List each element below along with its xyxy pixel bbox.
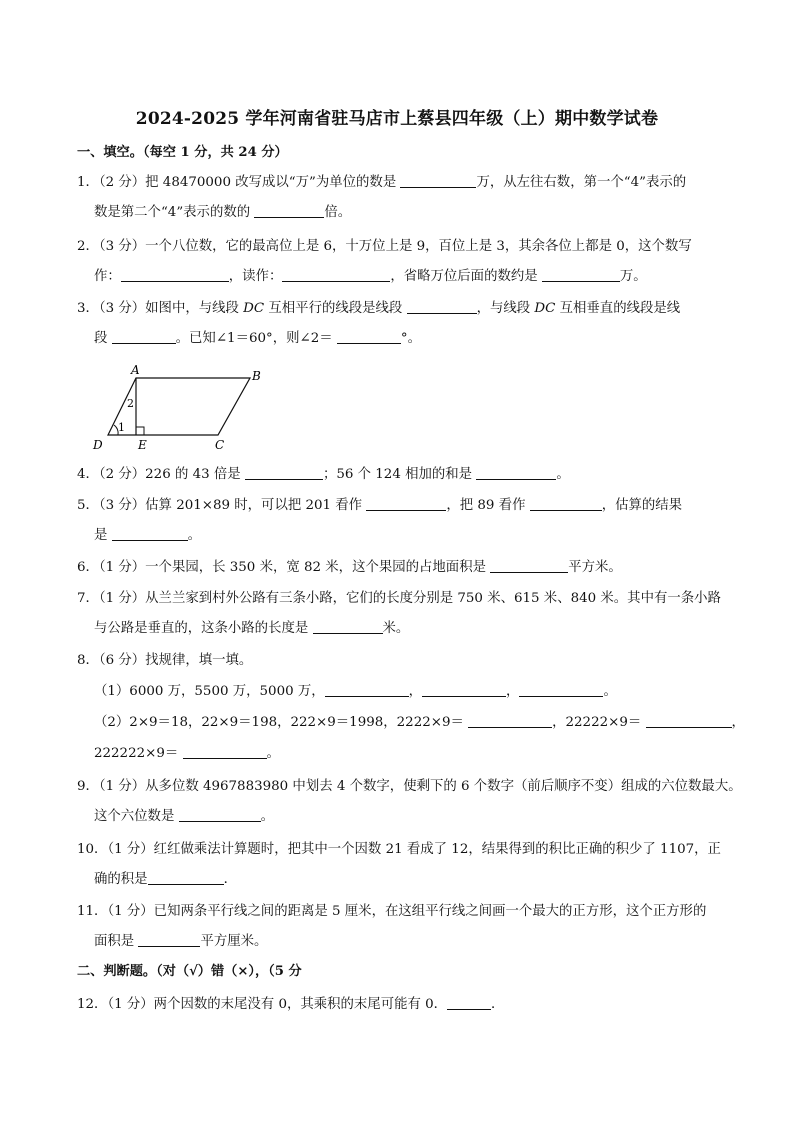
answer-blank[interactable] <box>490 559 568 573</box>
answer-blank[interactable] <box>530 497 602 511</box>
section-1-heading: 一、填空。（每空 1 分，共 24 分） <box>77 145 288 160</box>
label-a: A <box>131 363 140 377</box>
answer-blank[interactable] <box>400 174 476 188</box>
question-2-line-2: 作： ，读作： ，省略万位后面的数约是 万。 <box>94 269 647 284</box>
answer-blank[interactable] <box>254 204 324 218</box>
question-4: 4．（2 分）226 的 43 倍是 ；56 个 124 相加的和是 。 <box>77 467 570 482</box>
question-3-line-2: 段 。已知∠1＝60°，则∠2＝ °。 <box>94 331 421 346</box>
question-12: 12．（1 分）两个因数的末尾没有 0，其乘积的末尾可能有 0． ． <box>77 997 505 1012</box>
question-11-line-1: 11．（1 分）已知两条平行线之间的距离是 5 厘米，在这组平行线之间画一个最大的正方形，这个正方形的 <box>77 904 707 919</box>
right-angle-mark <box>136 427 144 435</box>
question-10-line-1: 10．（1 分）红红做乘法计算题时，把其中一个因数 21 看成了 12，结果得到的积比正确的积少了 1107，正 <box>77 842 721 857</box>
answer-blank[interactable] <box>282 268 390 282</box>
answer-blank[interactable] <box>183 745 267 759</box>
question-1-line-2: 数是第二个“4”表示的数的 倍。 <box>94 205 352 220</box>
answer-blank[interactable] <box>245 466 323 480</box>
label-c: C <box>215 438 225 452</box>
question-8-part-2: （2）2×9＝18，22×9＝198，222×9＝1998，2222×9＝ ，22222×9＝ ， <box>94 715 745 730</box>
answer-blank[interactable] <box>121 268 229 282</box>
question-8-part-2-cont: 222222×9＝ 。 <box>94 746 280 761</box>
question-2-line-1: 2．（3 分）一个八位数，它的最高位上是 6，十万位上是 9，百位上是 3，其余各位上都是 0，这个数写 <box>77 239 692 254</box>
label-e: E <box>138 438 147 452</box>
answer-blank[interactable] <box>476 466 556 480</box>
question-9-line-1: 9．（1 分）从多位数 4967883980 中划去 4 个数字，使剩下的 6 个数字（前后顺序不变）组成的六位数最大。 <box>77 779 742 794</box>
label-angle-2: 2 <box>127 397 134 410</box>
label-d: D <box>93 438 103 452</box>
question-7-line-1: 7．（1 分）从兰兰家到村外公路有三条小路，它们的长度分别是 750 米、615 米、840 米。其中有一条小路 <box>77 591 721 606</box>
question-5-line-2: 是 。 <box>94 528 202 543</box>
answer-blank[interactable] <box>366 497 446 511</box>
answer-blank[interactable] <box>325 683 409 697</box>
answer-blank[interactable] <box>519 683 603 697</box>
answer-blank[interactable] <box>407 300 477 314</box>
question-5-line-1: 5．（3 分）估算 201×89 时，可以把 201 看作 ，把 89 看作 ，估算的结果 <box>77 498 683 513</box>
question-7-line-2: 与公路是垂直的，这条小路的长度是 米。 <box>94 621 410 636</box>
answer-blank[interactable] <box>112 527 188 541</box>
question-6: 6．（1 分）一个果园，长 350 米，宽 82 米，这个果园的占地面积是 平方米。 <box>77 560 622 575</box>
answer-blank[interactable] <box>112 330 176 344</box>
parallelogram-figure <box>88 360 278 456</box>
label-b: B <box>252 369 261 383</box>
question-3-line-1: 3．（3 分）如图中，与线段 DC 互相平行的线段是线段 ，与线段 DC 互相垂直的线段是线 <box>77 301 681 316</box>
question-8-part-1: （1）6000 万，5500 万，5000 万， ， ， 。 <box>94 684 617 699</box>
answer-blank[interactable] <box>422 683 506 697</box>
answer-blank[interactable] <box>148 871 224 885</box>
answer-blank[interactable] <box>468 714 552 728</box>
question-1-line-1: 1．（2 分）把 48470000 改写成以“万”为单位的数是 万，从左往右数，第一个“4”表示的 <box>77 175 687 190</box>
question-9-line-2: 这个六位数是 。 <box>94 809 274 824</box>
answer-blank[interactable] <box>313 620 383 634</box>
answer-blank[interactable] <box>138 933 200 947</box>
answer-blank[interactable] <box>646 714 732 728</box>
label-angle-1: 1 <box>118 421 125 434</box>
question-11-line-2: 面积是 平方厘米。 <box>94 934 268 949</box>
exam-title: 2024-2025 学年河南省驻马店市上蔡县四年级（上）期中数学试卷 <box>135 109 659 129</box>
answer-blank[interactable] <box>179 808 261 822</box>
question-8-intro: 8．（6 分）找规律，填一填。 <box>77 653 253 668</box>
answer-blank[interactable] <box>542 268 620 282</box>
answer-blank[interactable] <box>447 996 491 1010</box>
answer-blank[interactable] <box>337 330 401 344</box>
section-2-heading: 二、判断题。（对（√）错（×），（5 分 <box>77 964 302 979</box>
question-10-line-2: 确的积是 ． <box>94 872 237 887</box>
